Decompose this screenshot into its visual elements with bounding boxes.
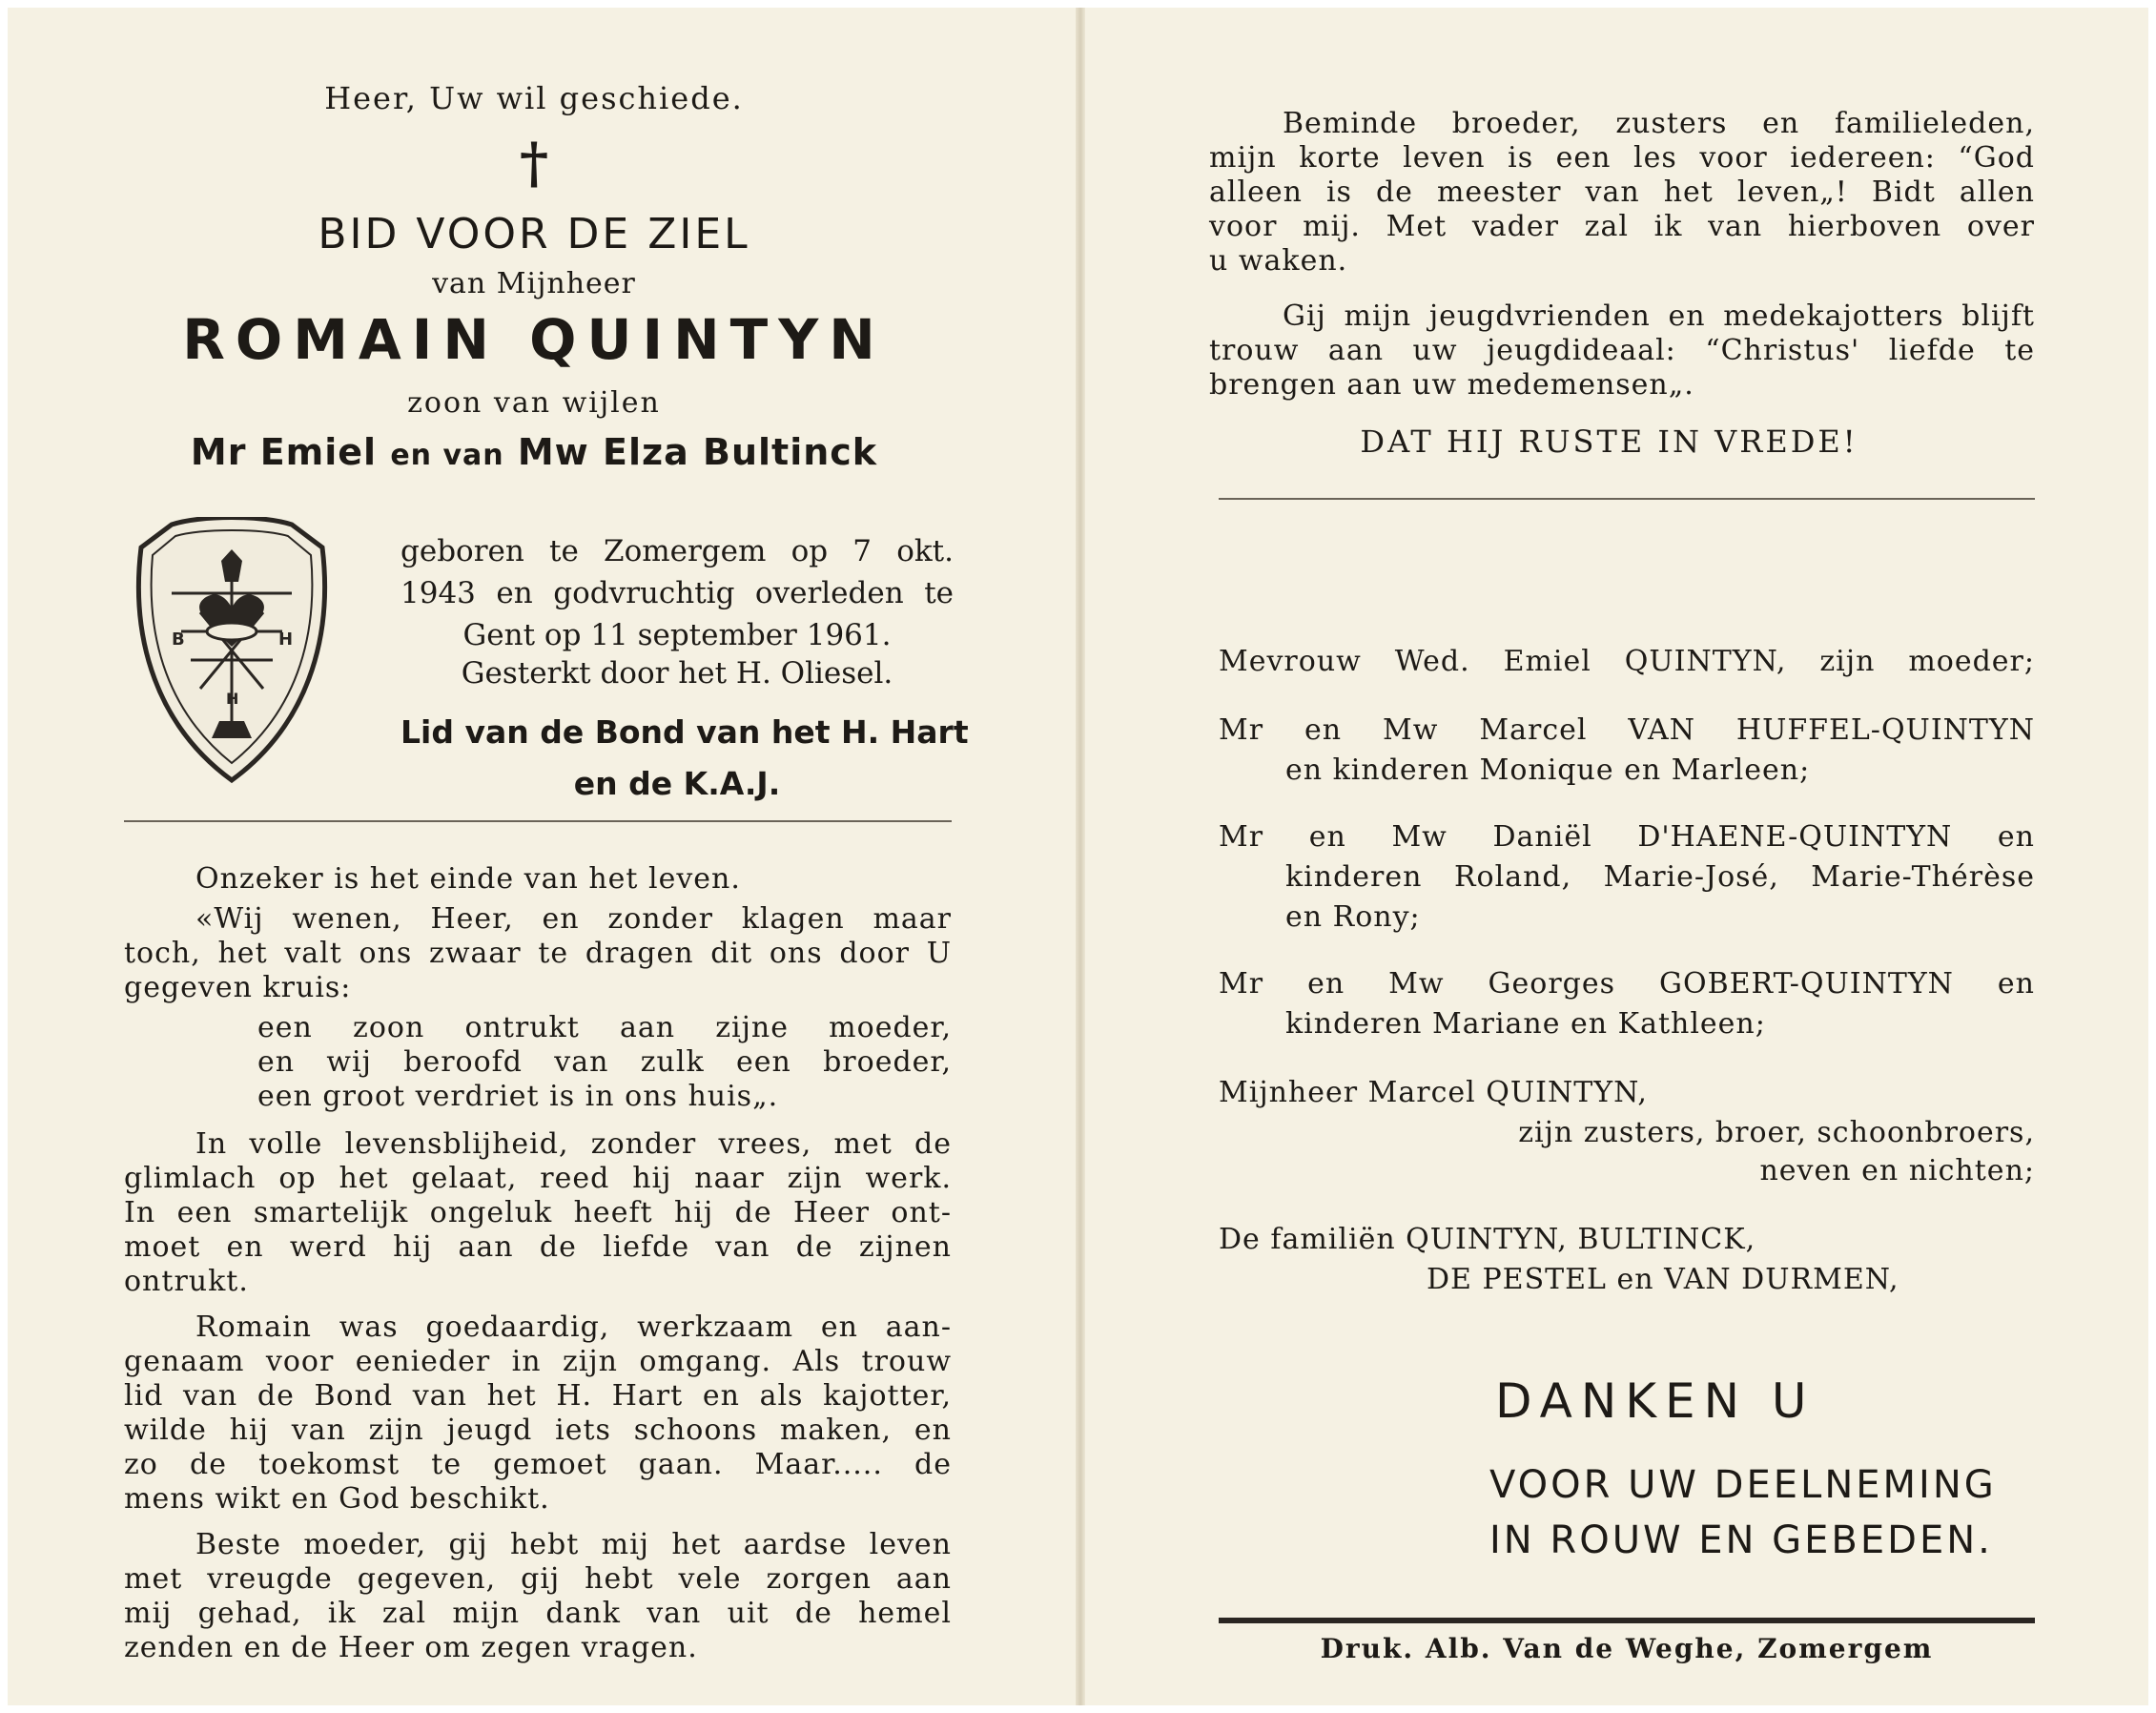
- deceased-name: ROMAIN QUINTYN: [182, 307, 886, 372]
- text-line: In volle levensblijheid, zonder vrees, met de: [195, 1127, 952, 1161]
- message-line: voor mij. Met vader zal ik van hierboven over: [1209, 210, 2035, 243]
- birth-death-details: [400, 530, 954, 656]
- printer-credit: Druk. Alb. Van de Weghe, Zomergem: [1320, 1633, 1934, 1664]
- family-line: kinderen Roland, Marie-José, Marie-Thérèse: [1285, 860, 2035, 894]
- text-line: genaam voor eenieder in zijn omgang. Als trouw: [124, 1345, 952, 1378]
- card-fold: [1076, 8, 1085, 1705]
- divider: [1219, 498, 2035, 500]
- family-line: Mr en Mw Daniël D'HAENE-QUINTYN en: [1219, 820, 2035, 854]
- motto: Heer, Uw wil geschiede.: [324, 80, 744, 116]
- text-line: ontrukt.: [124, 1265, 249, 1298]
- message-line: Beminde broeder, zusters en familieleden,: [1283, 107, 2035, 140]
- membership-line: Lid van de Bond van het H. Hart: [400, 713, 969, 751]
- father-name: Mr Emiel: [190, 431, 378, 473]
- cross-icon: †: [519, 131, 549, 196]
- family-line: neven en nichten;: [1759, 1154, 2035, 1187]
- text-line: Onzeker is het einde van het leven.: [195, 862, 741, 896]
- son-of-line: zoon van wijlen: [407, 386, 661, 420]
- family-line: zijn zusters, broer, schoonbroers,: [1518, 1116, 2035, 1149]
- family-line: Mevrouw Wed. Emiel QUINTYN, zijn moeder;: [1219, 645, 2035, 678]
- text-line: «Wij wenen, Heer, en zonder klagen maar: [195, 902, 952, 936]
- family-line: De familiën QUINTYN, BULTINCK,: [1219, 1223, 1756, 1256]
- emblem-letter-h-bottom: H: [226, 690, 239, 708]
- family-line: Mr en Mw Georges GOBERT-QUINTYN en: [1219, 967, 2035, 1001]
- text-line: moet en werd hij aan de liefde van de zijnen: [124, 1230, 952, 1264]
- family-line: kinderen Mariane en Kathleen;: [1285, 1007, 1766, 1041]
- text-line: mij gehad, ik zal mijn dank van uit de hemel: [124, 1597, 952, 1630]
- birth-line: Gent op 11 september 1961.: [462, 618, 892, 652]
- membership-line: en de K.A.J.: [573, 765, 781, 802]
- text-line: wilde hij van zijn jeugd iets schoons maken, en: [124, 1414, 952, 1447]
- poem-line: een zoon ontrukt aan zijne moeder,: [257, 1011, 952, 1044]
- poem-line: en wij beroofd van zulk een broeder,: [257, 1045, 952, 1079]
- text-line: glimlach op het gelaat, reed hij naar zijn werk.: [124, 1162, 952, 1195]
- text-line: Beste moeder, gij hebt mij het aardse leven: [195, 1528, 952, 1561]
- text-line: Romain was goedaardig, werkzaam en aan-: [195, 1311, 952, 1344]
- thanks-line: VOOR UW DEELNEMING: [1489, 1463, 1997, 1507]
- family-line: DE PESTEL en VAN DURMEN,: [1427, 1263, 1899, 1296]
- poem-line: een groot verdriet is in ons huis„.: [257, 1080, 779, 1113]
- birth-line: 1943 en godvruchtig overleden te: [400, 576, 954, 610]
- text-line: met vreugde gegeven, gij hebt vele zorgen aan: [124, 1562, 952, 1596]
- text-line: mens wikt en God beschikt.: [124, 1482, 550, 1516]
- parents-line: [0, 431, 1068, 473]
- family-line: en Rony;: [1285, 900, 1421, 934]
- family-line: Mr en Mw Marcel VAN HUFFEL-QUINTYN: [1219, 713, 2035, 747]
- family-line: en kinderen Monique en Marleen;: [1285, 753, 1811, 787]
- message-line: alleen is de meester van het leven„! Bidt allen: [1209, 175, 2035, 209]
- family-line: Mijnheer Marcel QUINTYN,: [1219, 1076, 1648, 1109]
- emblem-letter-b: B: [172, 629, 185, 650]
- message-line: u waken.: [1209, 244, 1348, 278]
- text-line: zo de toekomst te gemoet gaan. Maar..... de: [124, 1448, 952, 1481]
- footer-rule: [1219, 1618, 2035, 1623]
- message-line: mijn korte leven is een les voor iedereen: “God: [1209, 141, 2035, 175]
- pray-heading: BID VOOR DE ZIEL: [318, 210, 750, 258]
- of-sir-line: van Mijnheer: [432, 267, 636, 300]
- thanks-heading: DANKEN U: [1495, 1373, 1816, 1429]
- message-line: Gij mijn jeugdvrienden en medekajotters blijft: [1283, 299, 2035, 333]
- rest-in-peace-line: DAT HIJ RUSTE IN VREDE!: [1360, 423, 1858, 460]
- text-line: gegeven kruis:: [124, 971, 352, 1004]
- text-line: In een smartelijk ongeluk heeft hij de Heer ont-: [124, 1196, 952, 1229]
- message-line: trouw aan uw jeugdideaal: “Christus' liefde te: [1209, 334, 2035, 367]
- text-line: toch, het valt ons zwaar te dragen dit ons door U: [124, 937, 952, 970]
- divider: [124, 820, 952, 822]
- parents-connector: en van: [390, 439, 504, 472]
- mother-name: Mw Elza Bultinck: [517, 431, 878, 473]
- emblem-letter-h-right: H: [278, 629, 294, 650]
- anointing-line: Gesterkt door het H. Oliesel.: [461, 656, 893, 691]
- birth-line: geboren te Zomergem op 7 okt.: [400, 534, 954, 568]
- text-line: zenden en de Heer om zegen vragen.: [124, 1631, 698, 1664]
- text-line: lid van de Bond van het H. Hart en als kajotter,: [124, 1379, 952, 1413]
- thanks-line: IN ROUW EN GEBEDEN.: [1489, 1518, 1993, 1562]
- message-line: brengen aan uw medemensen„.: [1209, 368, 1694, 402]
- sacred-heart-emblem-icon: [133, 517, 330, 784]
